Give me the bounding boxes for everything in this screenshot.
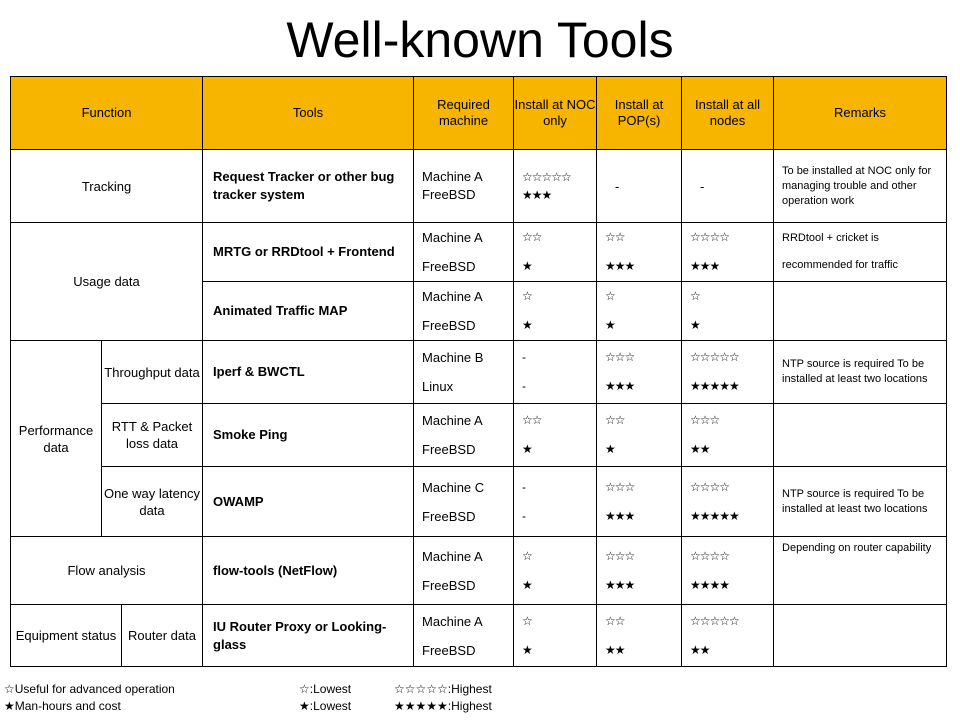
tool-cell: OWAMP	[203, 467, 414, 537]
useful-rating: ☆☆	[605, 613, 625, 628]
remarks-cell: NTP source is required To be installed at least two locations	[774, 341, 947, 404]
useful-rating: ☆☆☆☆☆	[690, 613, 739, 628]
legend-cost-lowest: ★:Lowest	[299, 699, 352, 713]
machine-name: Machine A	[422, 289, 483, 304]
cost-rating: ★★★	[605, 379, 635, 393]
useful-rating: ☆☆☆	[605, 548, 635, 563]
useful-rating: ☆	[522, 289, 532, 303]
cost-rating: ★★★★★	[690, 508, 739, 523]
useful-rating: ☆☆	[605, 413, 625, 427]
cost-rating: ★★	[690, 442, 710, 456]
legend-cost-highest: ★★★★★:Highest	[394, 699, 492, 713]
table-row	[11, 150, 947, 223]
install-all-cell: -	[682, 150, 774, 223]
machine-os: FreeBSD	[422, 508, 476, 524]
machine-cell	[414, 467, 514, 537]
tool-cell: Smoke Ping	[203, 404, 414, 467]
install-pop-cell	[597, 605, 682, 667]
remarks-line: RRDtool + cricket is	[782, 232, 879, 244]
install-all-cell	[682, 404, 774, 467]
machine-name: Machine A	[422, 548, 483, 564]
remarks-cell: NTP source is required To be installed at least two locations	[774, 467, 947, 537]
cost-rating: ★★★★	[690, 577, 730, 592]
tool-cell: flow-tools (NetFlow)	[203, 537, 414, 605]
machine-name: Machine A	[422, 230, 483, 245]
cost-rating: ★	[522, 577, 532, 592]
header-install-all: Install at all nodes	[682, 77, 774, 150]
useful-rating: ☆☆	[522, 230, 542, 244]
function-cell: Tracking	[11, 150, 203, 223]
machine-name: Machine A	[422, 613, 483, 629]
legend-row-useful	[4, 681, 604, 698]
machine-os: FreeBSD	[422, 642, 476, 658]
header-install-noc: Install at NOC only	[514, 77, 597, 150]
header-remarks: Remarks	[774, 77, 947, 150]
useful-rating: ☆☆☆☆	[690, 548, 730, 563]
machine-name: Machine A	[422, 413, 483, 428]
install-pop-cell	[597, 223, 682, 282]
machine-os: FreeBSD	[422, 577, 476, 593]
install-noc-cell	[514, 404, 597, 467]
machine-os: FreeBSD	[422, 187, 476, 202]
useful-rating: ☆☆☆☆☆	[690, 350, 739, 364]
useful-rating: ☆☆☆	[605, 350, 635, 364]
install-noc-cell	[514, 341, 597, 404]
header-function: Function	[11, 77, 203, 150]
table-row	[11, 223, 947, 282]
subfunction-cell: Router data	[122, 605, 203, 667]
function-cell: Usage data	[11, 223, 203, 341]
useful-rating: ☆☆☆	[605, 479, 635, 494]
install-noc-cell	[514, 150, 597, 223]
machine-cell	[414, 404, 514, 467]
machine-os: FreeBSD	[422, 318, 476, 333]
cost-rating: ★	[605, 318, 615, 332]
useful-rating: ☆☆☆☆☆	[522, 170, 571, 184]
tool-cell: MRTG or RRDtool + Frontend	[203, 223, 414, 282]
useful-rating: ☆☆☆☆	[690, 479, 730, 494]
remarks-cell	[774, 605, 947, 667]
remarks-cell	[774, 223, 947, 282]
header-install-pop: Install at POP(s)	[597, 77, 682, 150]
remarks-cell	[774, 282, 947, 341]
legend-useful-lowest: ☆:Lowest	[299, 682, 352, 696]
install-noc-cell	[514, 537, 597, 605]
subfunction-cell: RTT & Packet loss data	[102, 404, 203, 467]
install-pop-cell	[597, 537, 682, 605]
install-noc-cell	[514, 467, 597, 537]
install-all-cell	[682, 282, 774, 341]
install-noc-cell	[514, 223, 597, 282]
cost-rating: ★★★	[690, 259, 720, 273]
function-cell: Equipment status	[11, 605, 122, 667]
useful-rating: ☆☆	[605, 230, 625, 244]
cost-rating: ★★★	[605, 508, 635, 523]
install-noc-cell	[514, 605, 597, 667]
machine-cell	[414, 223, 514, 282]
remarks-cell: To be installed at NOC only for managing trouble and other operation work	[774, 150, 947, 223]
subfunction-cell: One way latency data	[102, 467, 203, 537]
cost-rating: ★	[522, 642, 532, 657]
table-row	[11, 537, 947, 605]
tool-cell: Request Tracker or other bug tracker system	[203, 150, 414, 223]
function-cell: Flow analysis	[11, 537, 203, 605]
legend	[4, 681, 604, 715]
install-all-cell	[682, 537, 774, 605]
cost-rating: ★	[605, 442, 615, 456]
machine-os: FreeBSD	[422, 259, 476, 274]
cost-rating: ★★★★★	[690, 379, 739, 393]
install-pop-cell	[597, 404, 682, 467]
machine-cell	[414, 150, 514, 223]
header-tools: Tools	[203, 77, 414, 150]
install-all-cell	[682, 223, 774, 282]
tool-cell: IU Router Proxy or Looking-glass	[203, 605, 414, 667]
useful-rating: ☆	[522, 613, 532, 628]
install-pop-cell	[597, 282, 682, 341]
useful-rating: ☆	[522, 548, 532, 563]
machine-cell	[414, 341, 514, 404]
useful-rating: ☆☆☆	[690, 413, 720, 427]
cost-rating: ★★★	[605, 259, 635, 273]
legend-useful: ☆Useful for advanced operation	[4, 682, 175, 696]
tool-cell: Animated Traffic MAP	[203, 282, 414, 341]
install-all-cell	[682, 467, 774, 537]
subfunction-cell: Throughput data	[102, 341, 203, 404]
cost-rating: -	[522, 379, 526, 393]
install-pop-cell	[597, 467, 682, 537]
remarks-cell: Depending on router capability	[774, 537, 947, 605]
useful-rating: ☆	[690, 289, 700, 303]
table-row	[11, 341, 947, 404]
table-row	[11, 605, 947, 667]
install-noc-cell	[514, 282, 597, 341]
useful-rating: ☆	[605, 289, 615, 303]
useful-rating: -	[522, 479, 526, 494]
legend-useful-highest: ☆☆☆☆☆:Highest	[394, 682, 492, 696]
cost-rating: ★	[690, 318, 700, 332]
machine-name: Machine B	[422, 350, 484, 365]
header-required-machine: Required machine	[414, 77, 514, 150]
install-pop-cell	[597, 341, 682, 404]
cost-rating: ★	[522, 259, 532, 273]
function-cell: Performance data	[11, 341, 102, 537]
cost-rating: ★★	[690, 642, 710, 657]
legend-cost: ★Man-hours and cost	[4, 699, 121, 713]
machine-cell	[414, 537, 514, 605]
machine-cell	[414, 605, 514, 667]
legend-row-cost	[4, 698, 604, 715]
machine-name: Machine A	[422, 169, 483, 184]
table-row	[11, 467, 947, 537]
cost-rating: ★	[522, 442, 532, 456]
useful-rating: ☆☆	[522, 413, 542, 427]
cost-rating: ★★	[605, 642, 625, 657]
machine-cell	[414, 282, 514, 341]
cost-rating: ★	[522, 318, 532, 332]
table-row	[11, 404, 947, 467]
install-all-cell	[682, 341, 774, 404]
install-all-cell	[682, 605, 774, 667]
tool-cell: Iperf & BWCTL	[203, 341, 414, 404]
machine-os: Linux	[422, 379, 454, 394]
cost-rating: -	[522, 508, 526, 523]
remarks-cell	[774, 404, 947, 467]
page-title: Well-known Tools	[286, 12, 674, 68]
cost-rating: ★★★	[605, 577, 635, 592]
cost-rating: ★★★	[522, 188, 552, 202]
machine-name: Machine C	[422, 479, 485, 495]
machine-os: FreeBSD	[422, 442, 476, 457]
tools-table	[10, 76, 947, 667]
useful-rating: -	[522, 350, 526, 364]
useful-rating: ☆☆☆☆	[690, 230, 730, 244]
header-row	[11, 77, 947, 150]
remarks-line: recommended for traffic	[782, 259, 898, 271]
install-pop-cell: -	[597, 150, 682, 223]
